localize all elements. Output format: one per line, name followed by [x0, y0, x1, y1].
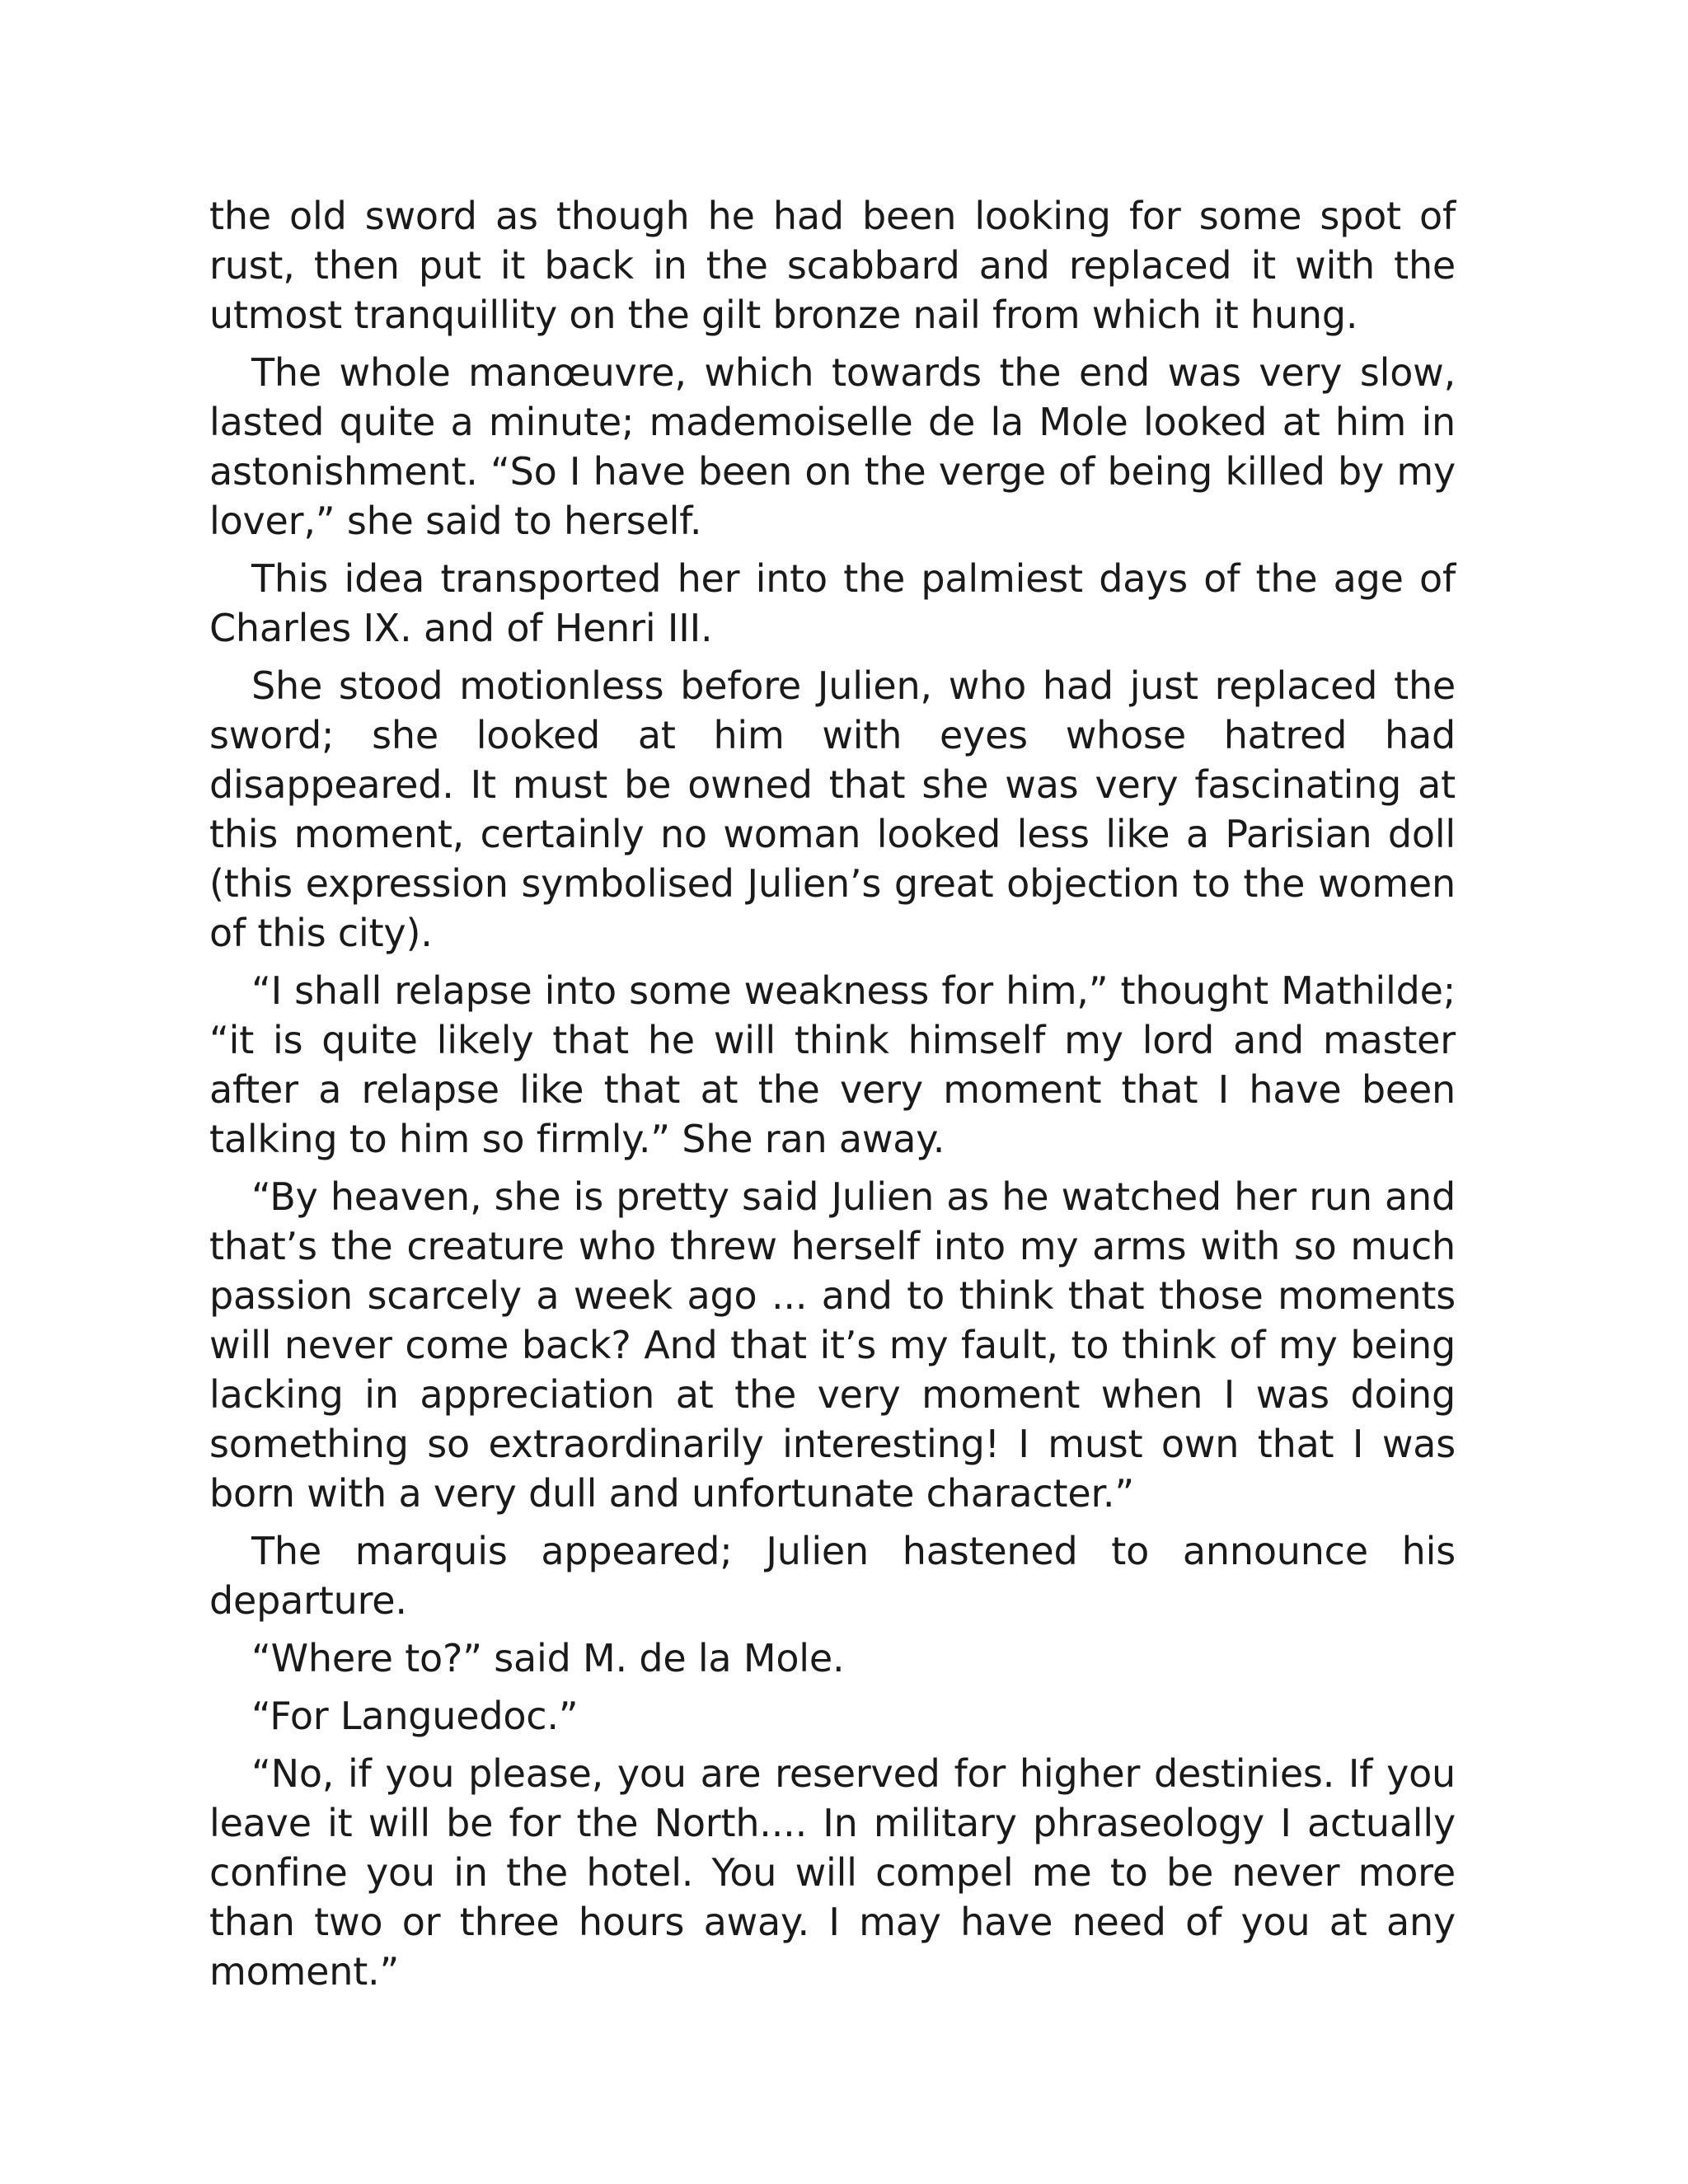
paragraph-8: “Where to?” said M. de la Mole. — [251, 1636, 845, 1680]
paragraph-3: This idea transported her into the palmiest days of the age of Charles IX. and of Henri III. — [209, 556, 1456, 650]
paragraph-7: The marquis appeared; Julien hastened to announce his departure. — [209, 1529, 1456, 1623]
paragraph-4: She stood motionless before Julien, who had just replaced the sword; she looked at him with eyes whose hatred had disappeared. It must be owned that she was very fascinating at this moment, certainly no woman looked less like a Parisian doll (this expression symbolised Julien’s great objection to the women of this city). — [209, 663, 1456, 955]
paragraph-9: “For Languedoc.” — [251, 1694, 579, 1738]
paragraph-6: “By heaven, she is pretty said Julien as he watched her run and that’s the creature who threw herself into my arms with so much passion scarcely a week ago ... and to think that those moments will never come back? And that it’s my fault, to think of my being lacking in appreciation at the very moment when I was doing something so extraordinarily interesting! I must own that I was born with a very dull and unfortunate character.” — [209, 1174, 1456, 1516]
paragraph-5: “I shall relapse into some weakness for him,” thought Mathilde; “it is quite likely that he will think himself my lord and master after a relapse like that at the very moment that I have been talking to him so firmly.” She ran away. — [209, 968, 1456, 1161]
paragraph-2: The whole manœuvre, which towards the end was very slow, lasted quite a minute; mademoiselle de la Mole looked at him in astonishment. “So I have been on the verge of being killed by my lover,” she said to herself. — [209, 350, 1456, 543]
page-body — [209, 191, 1456, 2004]
paragraph-10: “No, if you please, you are reserved for higher destinies. If you leave it will be for the North.... In military phraseology I actually confine you in the hotel. You will compel me to be never more than two or three hours away. I may have need of you at any moment.” — [209, 1751, 1456, 1994]
paragraph-1: the old sword as though he had been looking for some spot of rust, then put it back in the scabbard and replaced it with the utmost tranquillity on the gilt bronze nail from which it hung. — [209, 194, 1456, 337]
